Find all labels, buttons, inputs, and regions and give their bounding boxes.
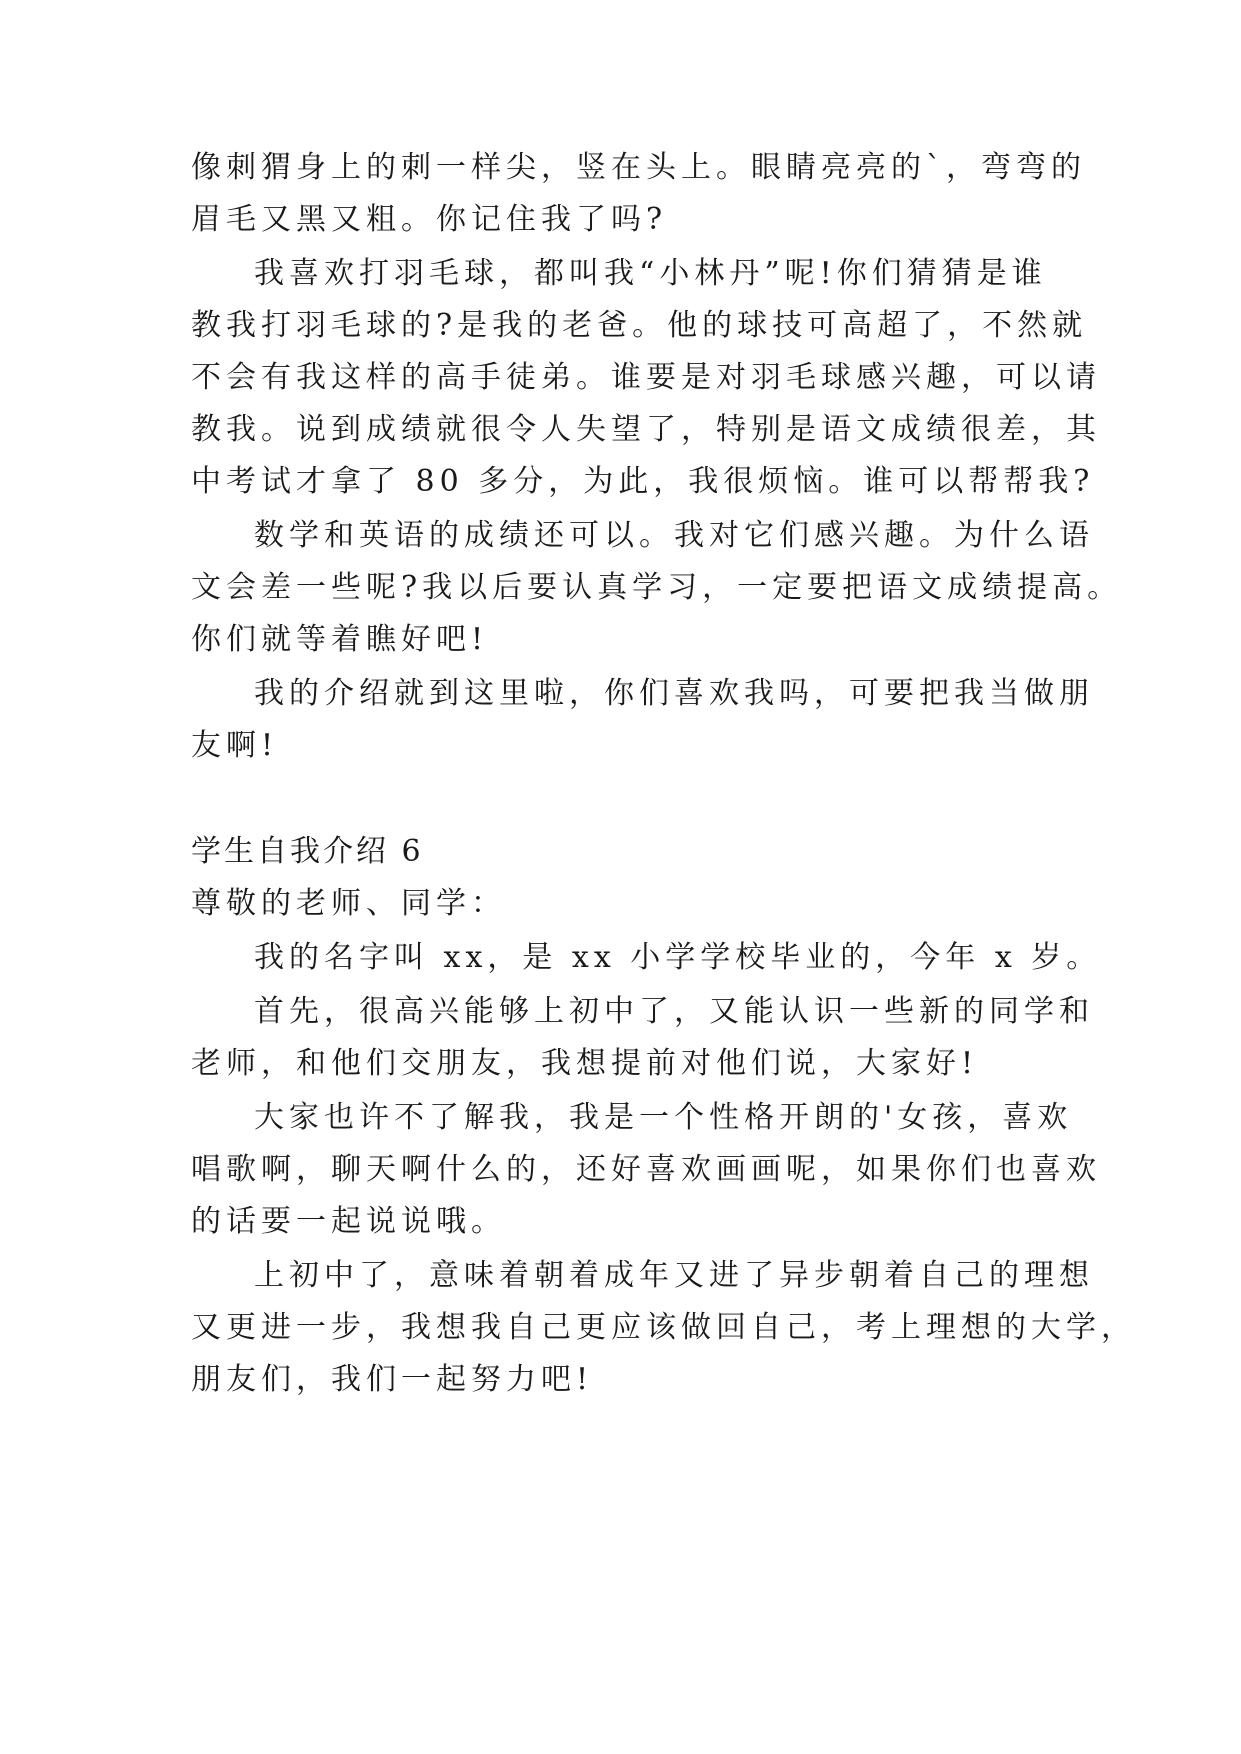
- paragraph-line: 我的名字叫 xx，是 xx 小学学校毕业的，今年 x 岁。: [254, 940, 1102, 975]
- paragraph-line: 数学和英语的成绩还可以。我对它们感兴趣。为什么语: [254, 518, 1094, 553]
- paragraph-line: 大家也许不了解我，我是一个性格开朗的'女孩，喜欢: [254, 1100, 1073, 1135]
- paragraph-line: 像刺猬身上的刺一样尖，竖在头上。眼睛亮亮的`，弯弯的: [191, 150, 1086, 185]
- paragraph-line: 眉毛又黑又粗。你记住我了吗?: [191, 202, 668, 237]
- paragraph-line: 不会有我这样的高手徒弟。谁要是对羽毛球感兴趣，可以请: [191, 360, 1101, 395]
- section-title: 学生自我介绍 6: [191, 834, 424, 869]
- paragraph-line: 又更进一步，我想我自己更应该做回自己，考上理想的大学，: [191, 1310, 1136, 1345]
- paragraph-line: 你们就等着瞧好吧!: [191, 622, 489, 657]
- paragraph-line: 中考试才拿了 80 多分，为此，我很烦恼。谁可以帮帮我?: [191, 464, 1095, 499]
- paragraph-line: 首先，很高兴能够上初中了，又能认识一些新的同学和: [254, 994, 1094, 1029]
- paragraph-line: 我的介绍就到这里啦，你们喜欢我吗，可要把我当做朋: [254, 676, 1094, 711]
- greeting: 尊敬的老师、同学：: [191, 886, 506, 921]
- paragraph-line: 的话要一起说说哦。: [191, 1204, 506, 1239]
- paragraph-line: 教我打羽毛球的?是我的老爸。他的球技可高超了，不然就: [191, 308, 1088, 343]
- paragraph-line: 上初中了，意味着朝着成年又进了异步朝着自己的理想: [254, 1258, 1094, 1293]
- paragraph-line: 教我。说到成绩就很令人失望了，特别是语文成绩很差，其: [191, 412, 1101, 447]
- paragraph-line: 文会差一些呢?我以后要认真学习，一定要把语文成绩提高。: [191, 570, 1123, 605]
- paragraph-line: 友啊!: [191, 728, 279, 763]
- paragraph-line: 老师，和他们交朋友，我想提前对他们说，大家好!: [191, 1046, 979, 1081]
- paragraph-line: 我喜欢打羽毛球，都叫我“小林丹”呢!你们猜猜是谁: [254, 256, 1047, 291]
- paragraph-line: 唱歌啊，聊天啊什么的，还好喜欢画画呢，如果你们也喜欢: [191, 1152, 1101, 1187]
- paragraph-line: 朋友们，我们一起努力吧!: [191, 1362, 594, 1397]
